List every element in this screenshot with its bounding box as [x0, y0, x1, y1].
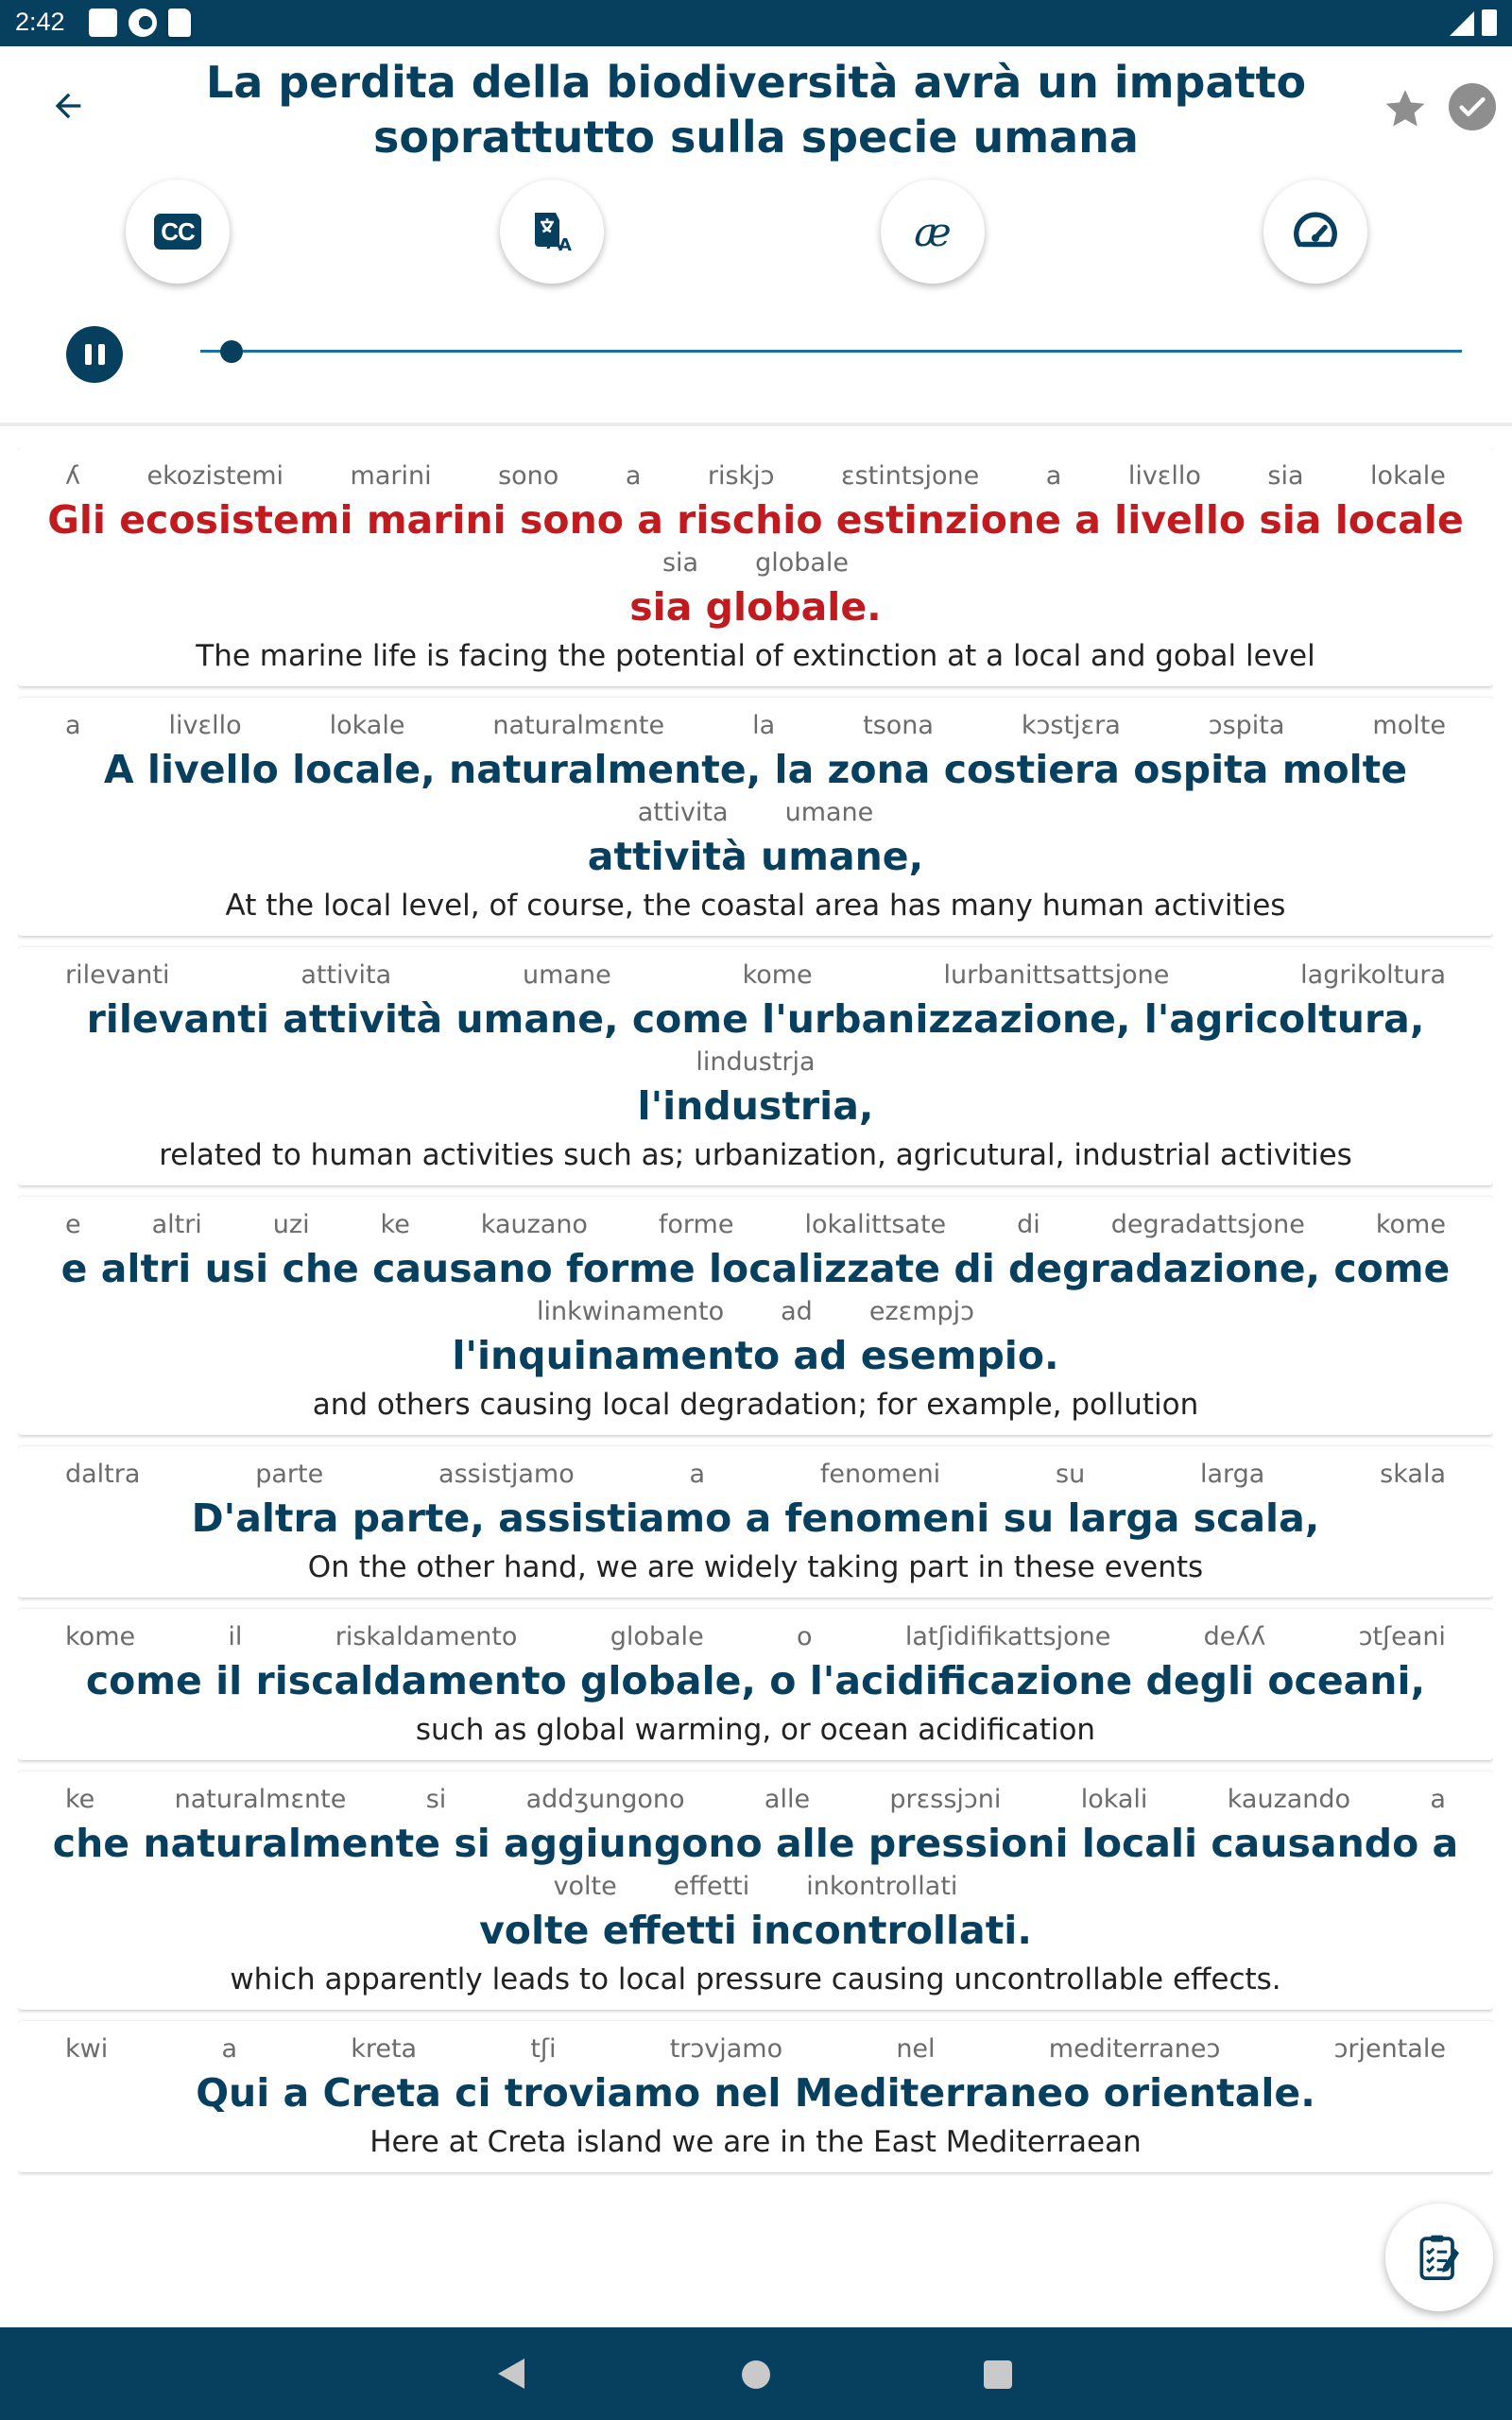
ipa-word: kauzando — [1227, 1785, 1351, 1814]
page-title-line-2: soprattutto sulla specie umana — [373, 112, 1139, 163]
playback-speed-button[interactable] — [1263, 180, 1367, 284]
ipa-word: attivita — [301, 960, 392, 990]
ipa-word: si — [425, 1785, 447, 1814]
ipa-word: a — [1430, 1785, 1446, 1814]
sentence-translation: The marine life is facing the potential of extinction at a local and gobal level — [196, 639, 1315, 673]
ipa-word: rilevanti — [65, 960, 170, 990]
ipa-word: kome — [1375, 1210, 1446, 1239]
ipa-word: il — [228, 1622, 243, 1651]
sentence-card[interactable] — [18, 1609, 1493, 1760]
ipa-word: daltra — [65, 1460, 141, 1489]
star-icon — [1382, 85, 1429, 132]
ipa-word: kreta — [351, 2034, 418, 2064]
ipa-word: sia — [662, 548, 699, 578]
sentence-text[interactable]: che naturalmente si aggiungono alle pressioni locali causando a — [52, 1821, 1459, 1866]
ipa-word: a — [689, 1460, 706, 1489]
ipa-word: parte — [255, 1460, 324, 1489]
ipa-word: lokalittsate — [804, 1210, 947, 1239]
ipa-word: globale — [610, 1622, 704, 1651]
sd-card-icon — [168, 9, 191, 37]
ipa-row — [27, 796, 1484, 830]
ipa-row — [27, 1620, 1484, 1654]
ipa-word: marini — [350, 461, 432, 491]
page-title — [165, 55, 1347, 164]
status-notification-icons — [89, 9, 191, 48]
ipa-word: di — [1017, 1210, 1040, 1239]
sentence-text[interactable]: e altri usi che causano forme localizzate di degradazione, come — [60, 1246, 1451, 1291]
ipa-word: a — [625, 461, 642, 491]
favorite-button[interactable] — [1382, 85, 1429, 132]
ipa-word: riskaldamento — [335, 1622, 518, 1651]
ipa-word: inkontrollati — [806, 1872, 958, 1901]
sentence-text[interactable]: D'altra parte, assistiamo a fenomeni su larga scala, — [191, 1495, 1320, 1541]
ipa-word: attivita — [637, 798, 729, 827]
sentence-text[interactable]: rilevanti attività umane, come l'urbanizzazione, l'agricoltura, — [86, 996, 1425, 1042]
sentence-card[interactable] — [18, 2021, 1493, 2172]
ipa-word: trɔvjamo — [669, 2034, 783, 2064]
ipa-word: naturalmɛnte — [174, 1785, 347, 1814]
ipa-word: e — [65, 1210, 81, 1239]
sentence-card[interactable] — [18, 698, 1493, 936]
ipa-word: kauzano — [480, 1210, 588, 1239]
nav-recents-icon[interactable] — [984, 2360, 1012, 2389]
ipa-word: latʃidifikattsjone — [904, 1622, 1111, 1651]
ipa-word: riskjɔ — [707, 461, 775, 491]
ipa-word: molte — [1372, 711, 1446, 740]
back-button[interactable] — [45, 83, 91, 129]
ipa-word: livɛllo — [1127, 461, 1201, 491]
ipa-word: lagrikoltura — [1300, 960, 1446, 990]
ipa-word: lokali — [1080, 1785, 1148, 1814]
ipa-word: lokale — [329, 711, 405, 740]
ipa-word: a — [65, 711, 81, 740]
sentence-card[interactable] — [18, 1446, 1493, 1598]
sentence-translation: which apparently leads to local pressure causing uncontrollable effects. — [230, 1962, 1281, 1996]
ipa-word: skala — [1380, 1460, 1446, 1489]
sentence-text[interactable]: Qui a Creta ci troviamo nel Mediterraneo orientale. — [196, 2070, 1315, 2116]
notification-app-icon — [129, 9, 157, 37]
ipa-row — [27, 709, 1484, 743]
ipa-word: prɛssjɔni — [889, 1785, 1002, 1814]
nav-back-icon[interactable] — [498, 2359, 524, 2389]
ipa-word: degradattsjone — [1110, 1210, 1305, 1239]
ipa-word: ʎ — [65, 461, 80, 491]
sentence-translation: related to human activities such as; urbanization, agricutural, industrial activities — [159, 1138, 1352, 1172]
ipa-word: addʒungono — [525, 1785, 685, 1814]
translate-button[interactable] — [500, 180, 604, 284]
ipa-row — [27, 1208, 1484, 1242]
sentence-translation: At the local level, of course, the coastal area has many human activities — [225, 889, 1286, 923]
active-sentence-text[interactable]: sia globale. — [629, 584, 882, 630]
sentence-translation: On the other hand, we are widely taking part in these events — [307, 1550, 1204, 1584]
sentence-text[interactable]: l'inquinamento ad esempio. — [452, 1333, 1059, 1378]
ipa-word: globale — [755, 548, 850, 578]
sentence-text[interactable]: come il riscaldamento globale, o l'acidificazione degli oceani, — [85, 1658, 1426, 1703]
back-arrow-icon — [49, 87, 87, 125]
sentence-text[interactable]: A livello locale, naturalmente, la zona costiera ospita molte — [103, 747, 1408, 792]
ipa-word: ɔtʃeani — [1358, 1622, 1446, 1651]
ipa-word: su — [1056, 1460, 1086, 1489]
report-clipboard-icon — [1413, 2231, 1466, 2284]
ipa-word: o — [796, 1622, 813, 1651]
signal-icon — [1450, 11, 1474, 36]
ipa-word: sono — [498, 461, 559, 491]
pause-button[interactable] — [66, 326, 123, 383]
ipa-word: deʎʎ — [1203, 1622, 1266, 1651]
sentence-list[interactable] — [18, 448, 1493, 2327]
ipa-word: uzi — [272, 1210, 310, 1239]
ipa-row — [27, 1046, 1484, 1080]
ipa-word: ad — [781, 1297, 813, 1326]
sentence-translation: such as global warming, or ocean acidification — [415, 1713, 1096, 1747]
ipa-row — [27, 1870, 1484, 1904]
status-time: 2:42 — [15, 8, 65, 36]
mark-complete-button[interactable] — [1449, 83, 1496, 130]
ipa-word: alle — [764, 1785, 811, 1814]
battery-icon — [1482, 9, 1497, 36]
sentence-card[interactable] — [18, 448, 1493, 686]
subtitles-button[interactable] — [126, 180, 230, 284]
ipa-word: kwi — [65, 2034, 109, 2064]
ipa-word: umane — [523, 960, 611, 990]
status-bar — [0, 0, 1512, 46]
ipa-row — [27, 1783, 1484, 1817]
sentence-text[interactable]: l'industria, — [637, 1083, 874, 1129]
system-navigation-bar — [0, 2327, 1512, 2420]
ipa-word: a — [1045, 461, 1062, 491]
ipa-word: forme — [658, 1210, 734, 1239]
ipa-row — [27, 1458, 1484, 1492]
ipa-word: nel — [896, 2034, 936, 2064]
sentence-text[interactable]: attività umane, — [587, 834, 924, 879]
sentence-text[interactable]: volte effetti incontrollati. — [479, 1908, 1032, 1953]
phonetic-icon: æ — [914, 208, 952, 255]
ipa-word: mediterraneɔ — [1048, 2034, 1221, 2064]
sentence-translation: Here at Creta island we are in the East Mediterraean — [369, 2125, 1142, 2159]
svg-text:A: A — [558, 235, 572, 254]
ipa-word: linkwinamento — [537, 1297, 725, 1326]
ipa-word: ke — [380, 1210, 410, 1239]
sentence-card[interactable] — [18, 1772, 1493, 2010]
page-title-line-1: La perdita della biodiversità avrà un impatto — [205, 57, 1307, 108]
sentence-card[interactable] — [18, 947, 1493, 1185]
ipa-word: larga — [1200, 1460, 1265, 1489]
speed-icon — [1290, 206, 1341, 257]
ipa-word: lindustrja — [696, 1047, 816, 1077]
ipa-word: ɔrjentale — [1333, 2034, 1446, 2064]
notification-square-icon — [89, 9, 117, 37]
status-system-icons — [1450, 9, 1497, 36]
ipa-word: ɔspita — [1208, 711, 1285, 740]
ipa-word: tʃi — [530, 2034, 557, 2064]
ipa-word: ɛstintsjone — [841, 461, 980, 491]
audio-progress-track[interactable] — [200, 350, 1462, 353]
ipa-word: la — [752, 711, 776, 740]
report-button[interactable] — [1385, 2204, 1493, 2311]
ipa-word: ke — [65, 1785, 95, 1814]
ipa-word: a — [221, 2034, 237, 2064]
ipa-word: fenomeni — [819, 1460, 941, 1489]
header-divider — [0, 423, 1512, 426]
ipa-word: naturalmɛnte — [492, 711, 665, 740]
ipa-word: lokale — [1370, 461, 1446, 491]
ipa-row — [27, 2032, 1484, 2066]
sentence-card[interactable] — [18, 1197, 1493, 1435]
ipa-word: effetti — [673, 1872, 750, 1901]
nav-home-icon[interactable] — [742, 2360, 770, 2389]
ipa-word: kome — [65, 1622, 136, 1651]
ipa-row — [27, 546, 1484, 580]
check-icon — [1456, 91, 1488, 123]
ipa-word: umane — [784, 798, 874, 827]
ipa-word: livɛllo — [168, 711, 242, 740]
subtitles-icon: CC — [154, 214, 201, 250]
ipa-word: ekozistemi — [146, 461, 284, 491]
ipa-row — [27, 459, 1484, 493]
translate-icon — [529, 209, 575, 254]
ipa-row — [27, 1295, 1484, 1329]
ipa-word: assistjamo — [438, 1460, 575, 1489]
audio-progress-handle[interactable] — [220, 340, 243, 363]
ipa-word: tsona — [863, 711, 934, 740]
ipa-word: ezɛmpjɔ — [868, 1297, 974, 1326]
active-sentence-text[interactable]: Gli ecosistemi marini sono a rischio estinzione a livello sia locale — [47, 497, 1464, 543]
ipa-word: kɔstjɛra — [1021, 711, 1121, 740]
ipa-word: altri — [151, 1210, 202, 1239]
sentence-translation: and others causing local degradation; for example, pollution — [312, 1388, 1199, 1422]
ipa-word: lurbanittsattsjone — [943, 960, 1170, 990]
pause-icon — [85, 344, 92, 365]
phonetics-button[interactable] — [881, 180, 985, 284]
ipa-word: volte — [553, 1872, 617, 1901]
ipa-word: sia — [1267, 461, 1304, 491]
ipa-row — [27, 959, 1484, 993]
ipa-word: kome — [742, 960, 813, 990]
